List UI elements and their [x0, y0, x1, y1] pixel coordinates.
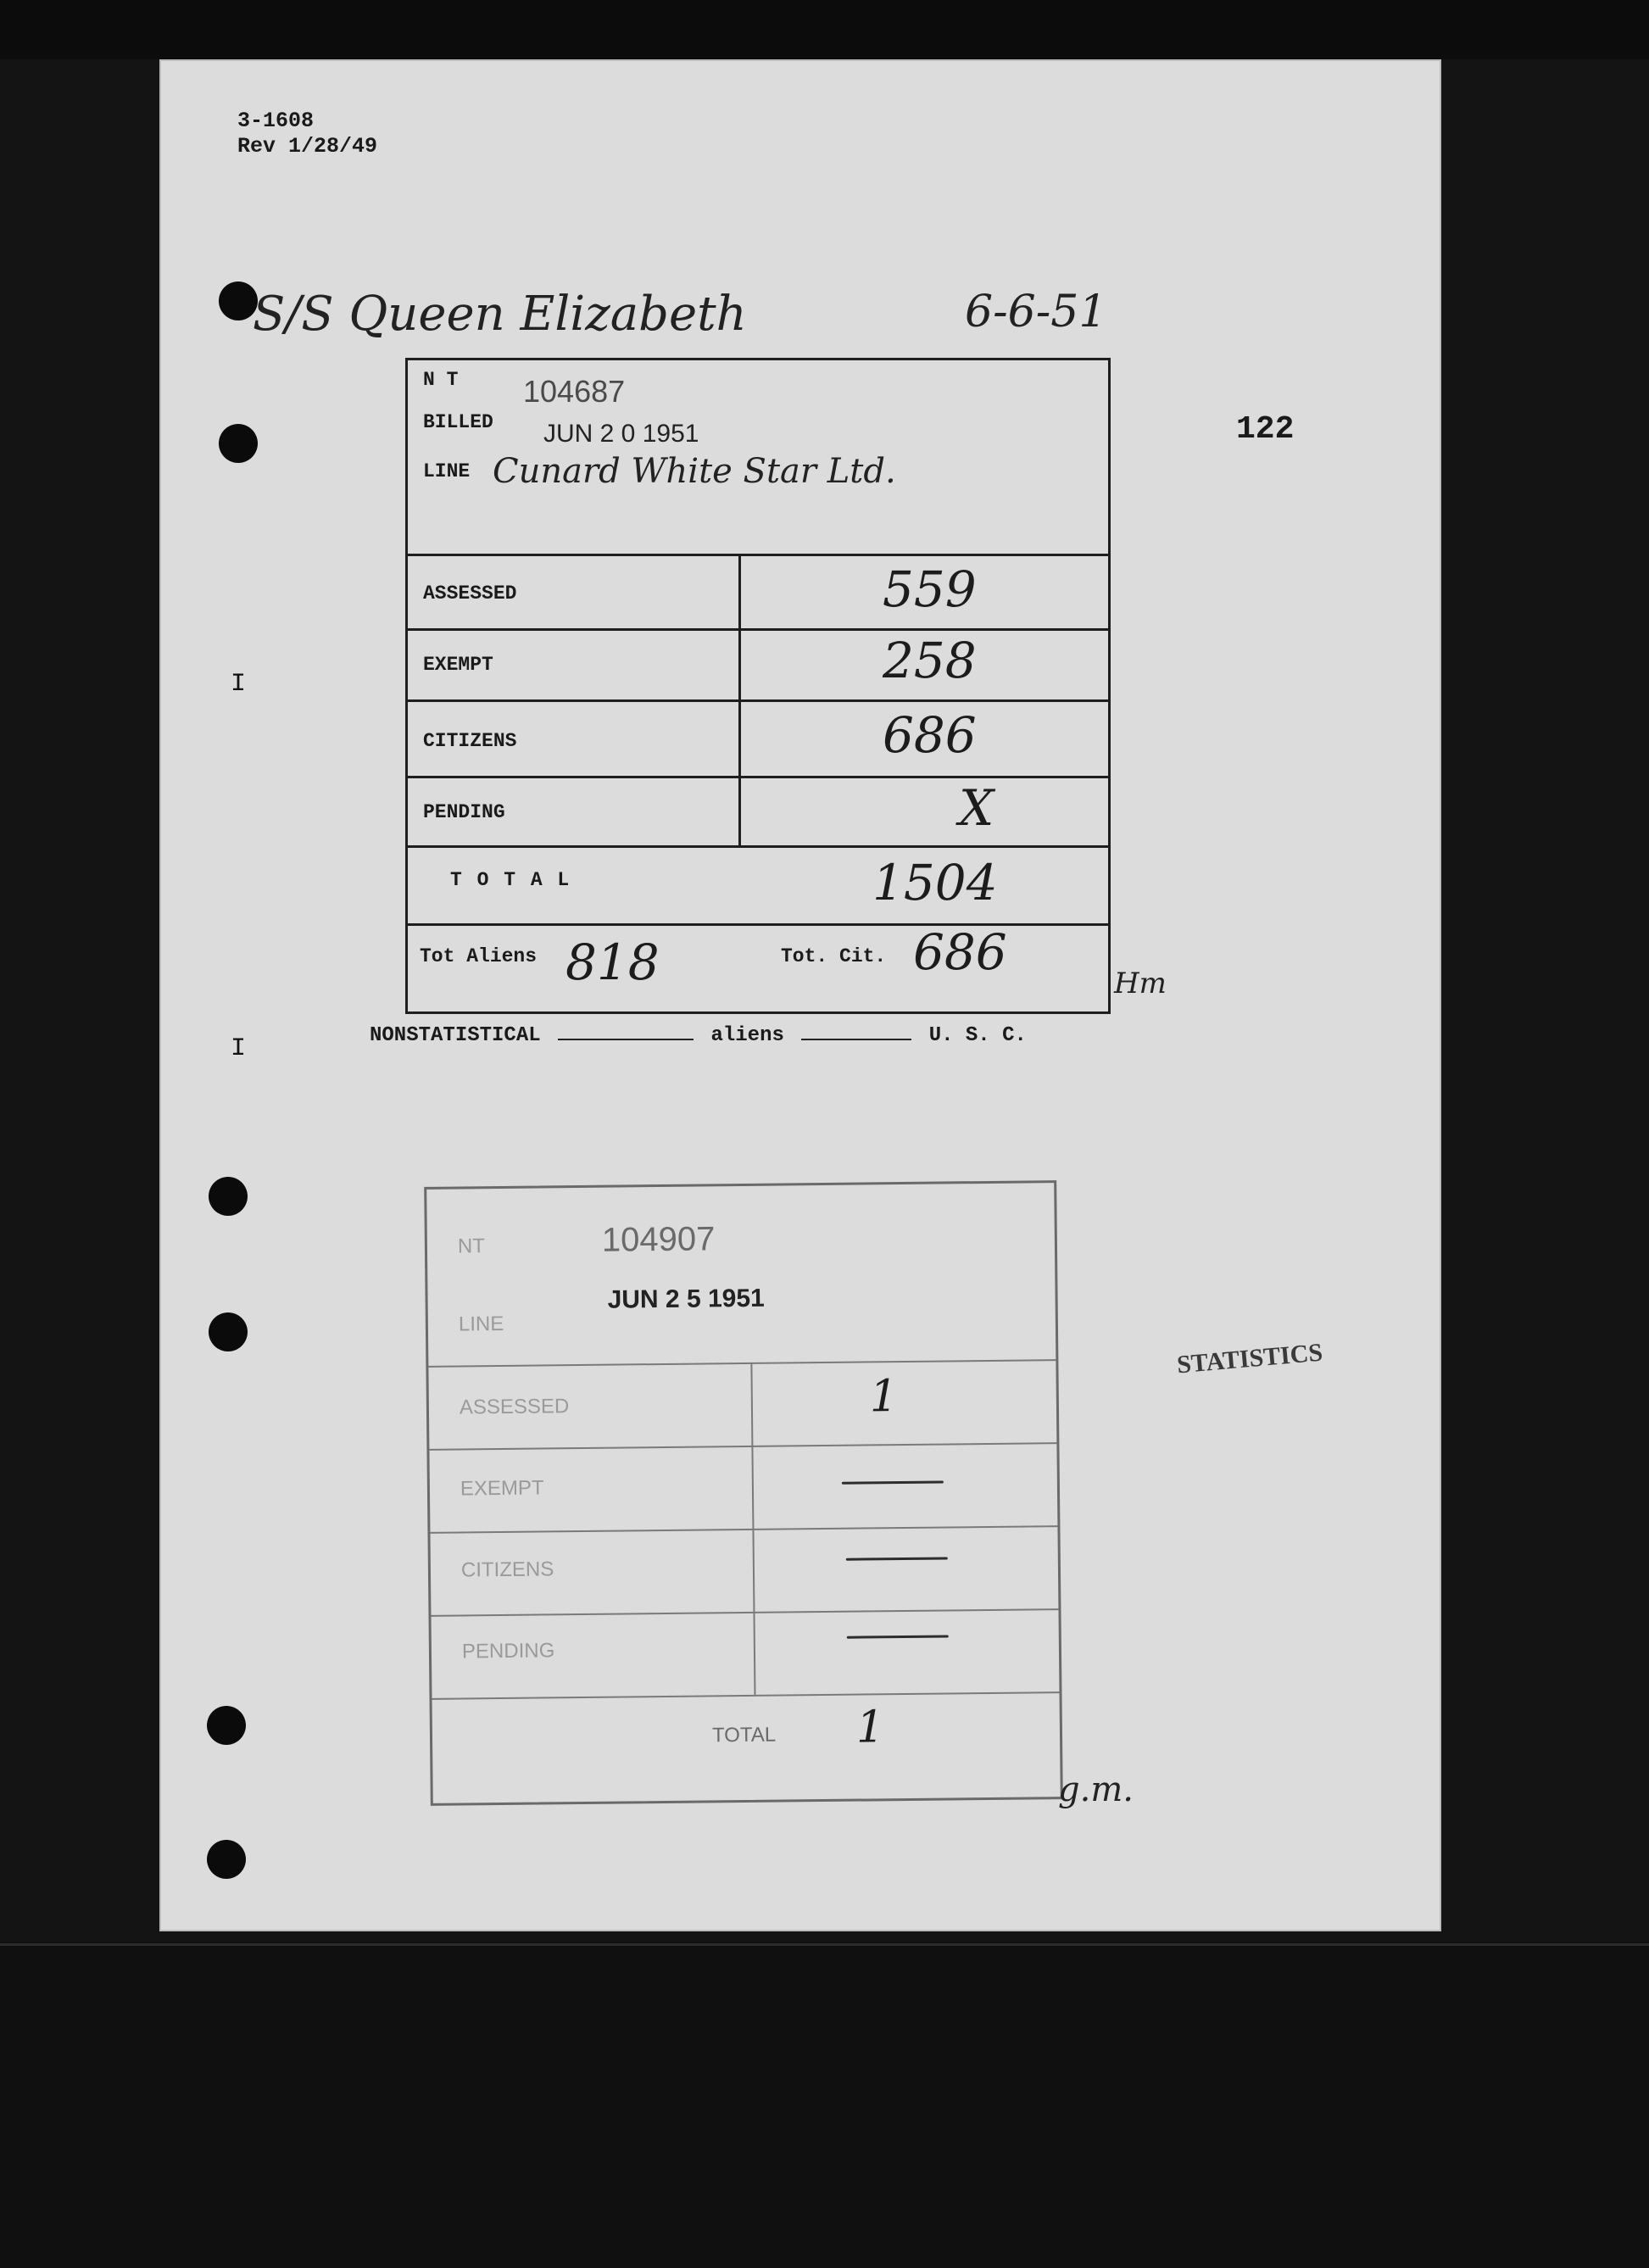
nonstat-usc: U. S. C. — [928, 1024, 1027, 1047]
initials-secondary: g.m. — [1058, 1770, 1134, 1809]
nt-label-faint: NT — [457, 1234, 486, 1258]
pending-value: X — [959, 779, 994, 837]
line-label: LINE — [423, 460, 471, 482]
row-divider — [408, 628, 1108, 631]
pending-dash — [847, 1635, 949, 1638]
row-divider — [431, 1608, 1058, 1617]
total-label-secondary: TOTAL — [711, 1723, 777, 1747]
tot-cit-value: 686 — [913, 923, 1007, 981]
row-divider — [408, 776, 1108, 778]
punch-hole — [207, 1706, 246, 1745]
row-divider — [432, 1691, 1060, 1700]
nonstat-blank — [801, 1039, 911, 1040]
tot-cit-label: Tot. Cit. — [781, 945, 887, 967]
punch-hole — [209, 1177, 248, 1216]
manifest-card-secondary — [424, 1180, 1063, 1806]
punch-hole — [219, 424, 258, 463]
scan-border-top — [0, 0, 1649, 59]
nonstat-label: NONSTATISTICAL — [370, 1024, 541, 1047]
assessed-value: 559 — [883, 560, 977, 618]
nonstat-blank — [558, 1039, 694, 1040]
form-number: 3-1608 — [237, 109, 315, 133]
total-value: 1504 — [872, 854, 998, 911]
row-divider — [408, 845, 1108, 848]
manifest-card-primary — [405, 358, 1111, 1014]
total-value-secondary: 1 — [855, 1702, 885, 1753]
billed-date-secondary: JUN 2 5 1951 — [607, 1284, 765, 1314]
arrival-date: 6-6-51 — [965, 287, 1107, 337]
initials-primary: Hm — [1114, 967, 1167, 1000]
scan-border-bottom — [0, 1942, 1649, 2268]
margin-tick-mark: I — [231, 670, 247, 699]
page-number: 122 — [1236, 411, 1295, 448]
punch-hole — [207, 1840, 246, 1879]
citizens-dash — [846, 1557, 948, 1560]
row-divider — [430, 1525, 1057, 1534]
nt-number: 104687 — [523, 374, 626, 409]
line-value: Cunard White Star Ltd. — [493, 452, 896, 491]
statistics-stamp: STATISTICS — [1175, 1338, 1324, 1379]
pending-label: PENDING — [423, 801, 505, 823]
margin-tick-mark: I — [231, 1034, 247, 1063]
punch-hole — [209, 1312, 248, 1351]
nonstatistical-line — [370, 1024, 1027, 1047]
citizens-value: 686 — [883, 706, 977, 764]
nt-label: N T — [423, 369, 459, 391]
billed-label: BILLED — [423, 411, 493, 433]
form-revision: Rev 1/28/49 — [237, 134, 378, 159]
exempt-dash — [842, 1481, 944, 1485]
row-divider — [408, 699, 1108, 702]
citizens-label: CITIZENS — [423, 730, 517, 752]
assessed-label: ASSESSED — [423, 582, 517, 605]
nonstat-aliens: aliens — [710, 1024, 784, 1047]
ship-name: S/S Queen Elizabeth — [253, 287, 747, 342]
nt-number-secondary: 104907 — [601, 1220, 716, 1259]
exempt-value: 258 — [883, 632, 977, 689]
tot-aliens-value: 818 — [565, 933, 660, 991]
row-divider — [429, 1442, 1056, 1451]
exempt-label-faint: EXEMPT — [460, 1476, 544, 1501]
form-number-block — [237, 109, 377, 159]
exempt-label: EXEMPT — [423, 654, 493, 676]
document-page — [159, 59, 1441, 1931]
row-divider — [408, 554, 1108, 556]
row-divider — [428, 1359, 1056, 1368]
line-label-faint: LINE — [458, 1312, 504, 1336]
column-divider — [738, 554, 741, 845]
pending-label-faint: PENDING — [461, 1639, 555, 1663]
assessed-label-faint: ASSESSED — [459, 1395, 570, 1419]
assessed-value-secondary: 1 — [869, 1371, 899, 1423]
billed-date: JUN 2 0 1951 — [543, 420, 699, 448]
total-label: T O T A L — [450, 869, 571, 891]
tot-aliens-label: Tot Aliens — [420, 945, 538, 967]
scan-divider — [0, 1943, 1649, 1946]
citizens-label-faint: CITIZENS — [460, 1558, 554, 1582]
